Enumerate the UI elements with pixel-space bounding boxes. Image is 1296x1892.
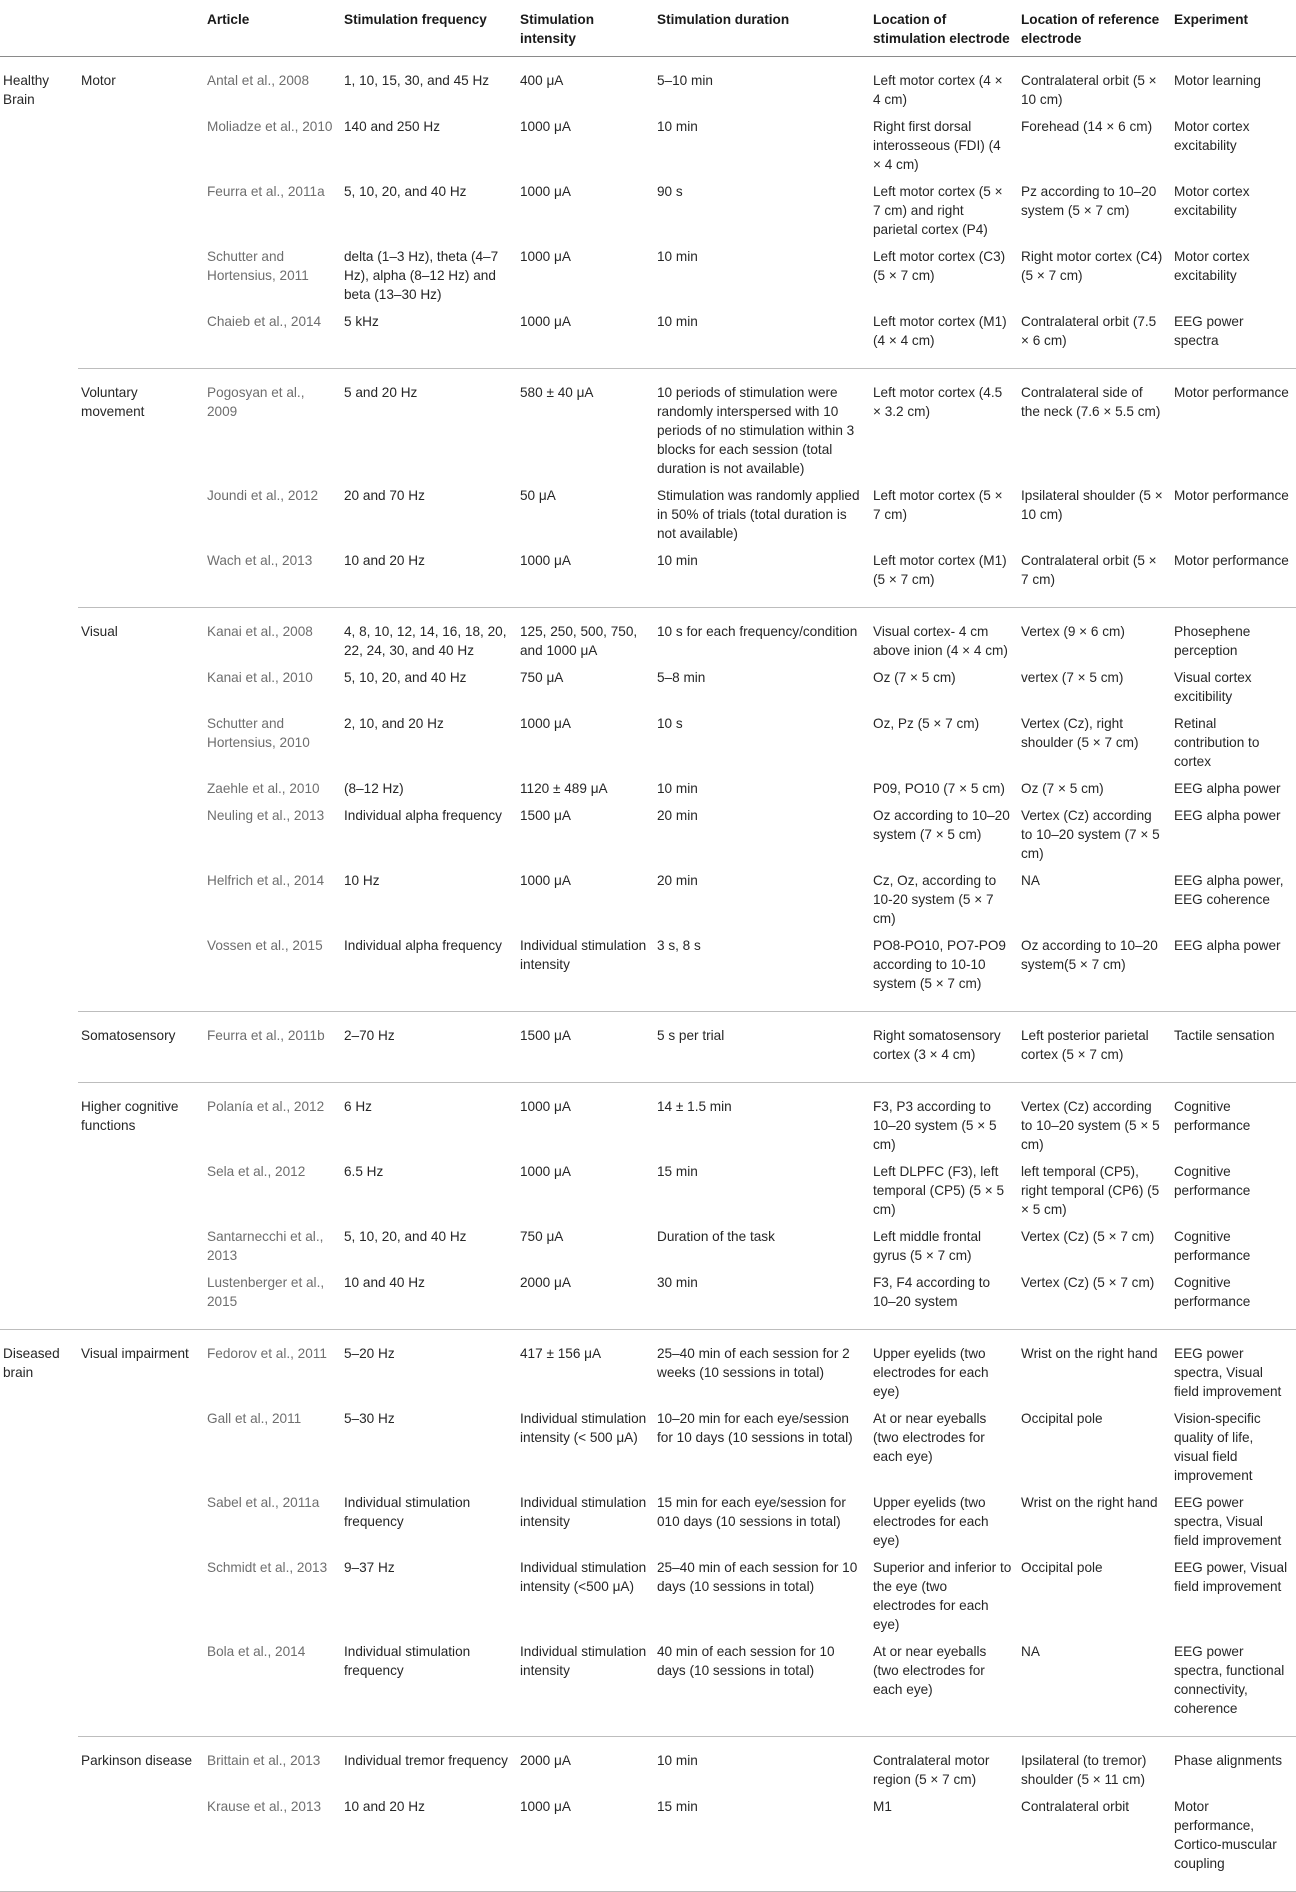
reference-electrode-cell: Left posterior parietal cortex (5 × 7 cm) — [1018, 1012, 1171, 1083]
article-cell: Zaehle et al., 2010 — [207, 781, 320, 796]
frequency-cell: 2–70 Hz — [341, 1012, 517, 1083]
stimulation-electrode-cell: Cz, Oz, according to 10-20 system (5 × 7 cm) — [873, 873, 997, 926]
article-cell: Kanai et al., 2008 — [207, 624, 313, 639]
experiment-cell: Visual cortex excitibility — [1174, 670, 1252, 704]
duration-cell: 10 min — [657, 1753, 698, 1768]
experiment-cell: Cognitive performance — [1174, 1229, 1251, 1263]
experiment-cell: EEG power, Visual field improvement — [1174, 1560, 1288, 1594]
stimulation-electrode-cell: Left motor cortex (5 × 7 cm) and right parietal cortex (P4) — [873, 184, 1003, 237]
frequency-cell: Individual alpha frequency — [344, 808, 502, 823]
intensity-cell: 50 μA — [520, 488, 556, 503]
frequency-cell: 10 and 20 Hz — [341, 1793, 517, 1892]
frequency-cell: Individual tremor frequency — [344, 1753, 508, 1768]
table-row — [0, 1737, 1296, 1794]
subgroup-label: Visual impairment — [78, 1330, 204, 1737]
experiment-cell: EEG alpha power, EEG coherence — [1174, 873, 1284, 907]
intensity-cell: 1000 μA — [520, 1099, 571, 1114]
experiment-cell: EEG power spectra, Visual field improvement — [1174, 1495, 1282, 1548]
intensity-cell: 1000 μA — [520, 119, 571, 134]
experiment-cell: Motor performance — [1174, 488, 1289, 503]
intensity-cell: 1000 μA — [517, 1793, 654, 1892]
duration-cell: 10 min — [657, 119, 698, 134]
intensity-cell: 1500 μA — [520, 808, 571, 823]
intensity-cell: 1000 μA — [517, 308, 654, 369]
intensity-cell: 1000 μA — [520, 716, 571, 731]
duration-cell: 14 ± 1.5 min — [657, 1099, 732, 1114]
stimulation-electrode-cell: Upper eyelids (two electrodes for each eye) — [873, 1495, 989, 1548]
intensity-header: Stimulation intensity — [517, 6, 654, 57]
duration-cell: 20 min — [657, 873, 698, 888]
intensity-cell: Individual stimulation intensity (< 500 μA) — [520, 1411, 647, 1445]
stimulation-electrode-cell: At or near eyeballs (two electrodes for each eye) — [873, 1411, 987, 1464]
tacs-studies-table — [0, 6, 1296, 1892]
subgroup-label: Parkinson disease — [78, 1737, 204, 1892]
article-cell: Feurra et al., 2011a — [207, 184, 325, 199]
experiment-cell: Phosephene perception — [1174, 624, 1251, 658]
table-row — [0, 1012, 1296, 1083]
article-cell: Schutter and Hortensius, 2011 — [207, 249, 309, 283]
subgroup-label: Voluntary movement — [78, 369, 204, 608]
reference-electrode-cell: Wrist on the right hand — [1021, 1495, 1158, 1510]
reference-electrode-cell: Vertex (Cz) (5 × 7 cm) — [1018, 1269, 1171, 1330]
duration-cell: 25–40 min of each session for 2 weeks (10 sessions in total) — [657, 1346, 850, 1380]
article-cell: Lustenberger et al., 2015 — [204, 1269, 341, 1330]
reference-electrode-cell: Ipsilateral (to tremor) shoulder (5 × 11 cm) — [1021, 1753, 1147, 1787]
stimulation-electrode-cell: Left motor cortex (M1) (4 × 4 cm) — [870, 308, 1018, 369]
intensity-cell: 417 ± 156 μA — [520, 1346, 602, 1361]
article-cell: Helfrich et al., 2014 — [207, 873, 325, 888]
stimulation-electrode-cell: Oz (7 × 5 cm) — [873, 670, 956, 685]
duration-cell: 30 min — [654, 1269, 870, 1330]
article-cell: Santarnecchi et al., 2013 — [207, 1229, 324, 1263]
intensity-cell: 580 ± 40 μA — [520, 385, 594, 400]
reference-electrode-cell: Right motor cortex (C4) (5 × 7 cm) — [1021, 249, 1163, 283]
experiment-cell: Motor cortex excitability — [1174, 184, 1250, 218]
experiment-cell: Motor performance — [1174, 385, 1289, 400]
experiment-cell: EEG power spectra — [1171, 308, 1296, 369]
frequency-cell: 20 and 70 Hz — [344, 488, 425, 503]
table-header-row — [0, 6, 1296, 57]
stimulation-electrode-cell: Right somatosensory cortex (3 × 4 cm) — [870, 1012, 1018, 1083]
reference-electrode-cell: Occipital pole — [1021, 1560, 1103, 1575]
duration-cell: 5–8 min — [657, 670, 706, 685]
stimulation-electrode-cell: Oz, Pz (5 × 7 cm) — [873, 716, 980, 731]
stimulation-electrode-cell: PO8-PO10, PO7-PO9 according to 10-10 system (5 × 7 cm) — [870, 932, 1018, 1012]
frequency-cell: 5–20 Hz — [344, 1346, 395, 1361]
table-row — [0, 1083, 1296, 1159]
duration-cell: Duration of the task — [657, 1229, 775, 1244]
stimulation-electrode-cell: Right first dorsal interosseous (FDI) (4 × 4 cm) — [873, 119, 1001, 172]
article-cell: Schutter and Hortensius, 2010 — [207, 716, 310, 750]
reference-electrode-cell: Contralateral orbit (5 × 10 cm) — [1021, 73, 1157, 107]
subgroup-label: Motor — [78, 57, 204, 369]
duration-cell: 10 s for each frequency/condition — [657, 624, 858, 639]
experiment-cell: EEG alpha power — [1174, 781, 1281, 796]
article-cell: Chaieb et al., 2014 — [204, 308, 341, 369]
duration-cell: 10–20 min for each eye/session for 10 days (10 sessions in total) — [657, 1411, 853, 1445]
frequency-cell: 5 kHz — [341, 308, 517, 369]
article-cell: Sela et al., 2012 — [207, 1164, 306, 1179]
frequency-cell: 5, 10, 20, and 40 Hz — [344, 1229, 467, 1244]
reference-electrode-header: Location of reference electrode — [1018, 6, 1171, 57]
group-label: Healthy Brain — [0, 57, 78, 1330]
table-row — [0, 369, 1296, 483]
duration-cell: 15 min for each eye/session for 010 days (10 sessions in total) — [657, 1495, 846, 1529]
duration-cell: 10 min — [657, 781, 698, 796]
frequency-header: Stimulation frequency — [341, 6, 517, 57]
frequency-cell: delta (1–3 Hz), theta (4–7 Hz), alpha (8–12 Hz) and beta (13–30 Hz) — [344, 249, 499, 302]
experiment-cell: Phase alignments — [1174, 1753, 1283, 1768]
experiment-cell: Motor performance — [1171, 547, 1296, 608]
intensity-cell: 1000 μA — [520, 873, 571, 888]
article-cell: Moliadze et al., 2010 — [207, 119, 333, 134]
duration-cell: 10 s — [657, 716, 683, 731]
intensity-cell: 125, 250, 500, 750, and 1000 μA — [520, 624, 638, 658]
subgroup-label: Somatosensory — [78, 1012, 204, 1083]
duration-cell: 3 s, 8 s — [654, 932, 870, 1012]
stimulation-electrode-cell: At or near eyeballs (two electrodes for each eye) — [870, 1638, 1018, 1737]
intensity-cell: 1000 μA — [520, 1164, 571, 1179]
experiment-cell: Retinal contribution to cortex — [1174, 716, 1260, 769]
article-cell: Joundi et al., 2012 — [207, 488, 319, 503]
article-cell: Pogosyan et al., 2009 — [207, 385, 305, 419]
article-cell: Brittain et al., 2013 — [207, 1753, 321, 1768]
frequency-cell: 5–30 Hz — [344, 1411, 395, 1426]
experiment-cell: EEG power spectra, Visual field improvement — [1174, 1346, 1282, 1399]
duration-cell: 90 s — [657, 184, 683, 199]
frequency-cell: 5, 10, 20, and 40 Hz — [344, 184, 467, 199]
duration-cell: Stimulation was randomly applied in 50% of trials (total duration is not available) — [657, 488, 860, 541]
article-cell: Sabel et al., 2011a — [207, 1495, 320, 1510]
duration-cell: 20 min — [657, 808, 698, 823]
experiment-cell: Vision-specific quality of life, visual field improvement — [1174, 1411, 1261, 1483]
table-row — [0, 608, 1296, 665]
duration-cell: 15 min — [657, 1164, 698, 1179]
intensity-cell: 2000 μA — [517, 1269, 654, 1330]
duration-cell: 10 min — [654, 547, 870, 608]
reference-electrode-cell: vertex (7 × 5 cm) — [1021, 670, 1124, 685]
stimulation-electrode-cell: Left middle frontal gyrus (5 × 7 cm) — [873, 1229, 982, 1263]
experiment-cell: Cognitive performance — [1174, 1164, 1251, 1198]
reference-electrode-cell: Vertex (Cz), right shoulder (5 × 7 cm) — [1021, 716, 1139, 750]
experiment-cell: Motor performance, Cortico-muscular coupling — [1171, 1793, 1296, 1892]
duration-header: Stimulation duration — [654, 6, 870, 57]
frequency-cell: 1, 10, 15, 30, and 45 Hz — [344, 73, 490, 88]
experiment-cell: EEG power spectra, functional connectivity, coherence — [1171, 1638, 1296, 1737]
stimulation-electrode-cell: F3, F4 according to 10–20 system — [870, 1269, 1018, 1330]
reference-electrode-cell: Wrist on the right hand — [1021, 1346, 1158, 1361]
duration-cell: 10 min — [654, 308, 870, 369]
reference-electrode-cell: Contralateral side of the neck (7.6 × 5.5 cm) — [1021, 385, 1161, 419]
stimulation-electrode-cell: M1 — [870, 1793, 1018, 1892]
experiment-cell: Motor cortex excitability — [1174, 249, 1250, 283]
intensity-cell: 750 μA — [520, 670, 564, 685]
intensity-cell: Individual stimulation intensity — [517, 932, 654, 1012]
reference-electrode-cell: Pz according to 10–20 system (5 × 7 cm) — [1021, 184, 1157, 218]
reference-electrode-cell: Ipsilateral shoulder (5 × 10 cm) — [1021, 488, 1163, 522]
experiment-cell: Cognitive performance — [1174, 1099, 1251, 1133]
intensity-cell: 750 μA — [520, 1229, 564, 1244]
experiment-cell: Tactile sensation — [1171, 1012, 1296, 1083]
stimulation-electrode-cell: Visual cortex- 4 cm above inion (4 × 4 cm) — [873, 624, 1008, 658]
subgroup-label: Visual — [78, 608, 204, 1012]
stimulation-electrode-cell: F3, P3 according to 10–20 system (5 × 5 cm) — [873, 1099, 997, 1152]
intensity-cell: Individual stimulation intensity — [517, 1638, 654, 1737]
frequency-cell: 5 and 20 Hz — [344, 385, 418, 400]
intensity-cell: 1000 μA — [520, 249, 571, 264]
duration-cell: 10 periods of stimulation were randomly interspersed with 10 periods of no stimulation within 3 blocks for each session (total duration is not available) — [657, 385, 855, 476]
article-cell: Neuling et al., 2013 — [207, 808, 325, 823]
article-cell: Schmidt et al., 2013 — [207, 1560, 328, 1575]
intensity-cell: 400 μA — [520, 73, 564, 88]
frequency-cell: 6 Hz — [344, 1099, 372, 1114]
reference-electrode-cell: Contralateral orbit (5 × 7 cm) — [1018, 547, 1171, 608]
article-header: Article — [204, 6, 341, 57]
article-cell: Krause et al., 2013 — [204, 1793, 341, 1892]
frequency-cell: Individual stimulation frequency — [344, 1495, 471, 1529]
reference-electrode-cell: Vertex (9 × 6 cm) — [1021, 624, 1125, 639]
intensity-cell: 1120 ± 489 μA — [520, 781, 608, 796]
duration-cell: 40 min of each session for 10 days (10 sessions in total) — [654, 1638, 870, 1737]
subgroup-label: Higher cognitive functions — [78, 1083, 204, 1330]
reference-electrode-cell: Occipital pole — [1021, 1411, 1103, 1426]
reference-electrode-cell: Forehead (14 × 6 cm) — [1021, 119, 1153, 134]
article-cell: Feurra et al., 2011b — [204, 1012, 341, 1083]
reference-electrode-cell: Contralateral orbit (7.5 × 6 cm) — [1018, 308, 1171, 369]
intensity-cell: Individual stimulation intensity (<500 μA) — [520, 1560, 647, 1594]
group-label: Diseased brain — [0, 1330, 78, 1892]
stimulation-electrode-cell: Left motor cortex (M1) (5 × 7 cm) — [870, 547, 1018, 608]
frequency-cell: 10 Hz — [344, 873, 380, 888]
duration-cell: 10 min — [657, 249, 698, 264]
article-cell: Bola et al., 2014 — [204, 1638, 341, 1737]
reference-electrode-cell: left temporal (CP5), right temporal (CP6) (5 × 5 cm) — [1021, 1164, 1160, 1217]
article-cell: Fedorov et al., 2011 — [207, 1346, 327, 1361]
table-row — [0, 57, 1296, 114]
experiment-cell: EEG alpha power — [1171, 932, 1296, 1012]
table-body — [0, 57, 1296, 1892]
experiment-header: Experiment — [1171, 6, 1296, 57]
stimulation-electrode-cell: Contralateral motor region (5 × 7 cm) — [873, 1753, 990, 1787]
frequency-cell: Individual alpha frequency — [341, 932, 517, 1012]
frequency-cell: 2, 10, and 20 Hz — [344, 716, 444, 731]
stimulation-electrode-cell: Left motor cortex (C3) (5 × 7 cm) — [873, 249, 1006, 283]
article-cell: Wach et al., 2013 — [204, 547, 341, 608]
stimulation-electrode-header: Location of stimulation electrode — [870, 6, 1018, 57]
duration-cell: 5 s per trial — [654, 1012, 870, 1083]
frequency-cell: 5, 10, 20, and 40 Hz — [344, 670, 467, 685]
intensity-cell: 1000 μA — [517, 547, 654, 608]
article-cell: Kanai et al., 2010 — [207, 670, 313, 685]
article-cell: Gall et al., 2011 — [207, 1411, 302, 1426]
reference-electrode-cell: Oz (7 × 5 cm) — [1021, 781, 1104, 796]
duration-cell: 5–10 min — [657, 73, 713, 88]
reference-electrode-cell: Oz according to 10–20 system(5 × 7 cm) — [1018, 932, 1171, 1012]
experiment-cell: EEG alpha power — [1174, 808, 1281, 823]
frequency-cell: Individual stimulation frequency — [341, 1638, 517, 1737]
frequency-cell: (8–12 Hz) — [344, 781, 404, 796]
intensity-cell: 1500 μA — [517, 1012, 654, 1083]
reference-electrode-cell: NA — [1018, 1638, 1171, 1737]
frequency-cell: 4, 8, 10, 12, 14, 16, 18, 20, 22, 24, 30, and 40 Hz — [344, 624, 507, 658]
intensity-cell: 1000 μA — [520, 184, 571, 199]
stimulation-electrode-cell: Left motor cortex (4.5 × 3.2 cm) — [873, 385, 1003, 419]
stimulation-electrode-cell: Left DLPFC (F3), left temporal (CP5) (5 × 5 cm) — [873, 1164, 1005, 1217]
article-cell: Antal et al., 2008 — [207, 73, 310, 88]
stimulation-electrode-cell: Superior and inferior to the eye (two electrodes for each eye) — [873, 1560, 1012, 1632]
reference-electrode-cell: Vertex (Cz) (5 × 7 cm) — [1021, 1229, 1155, 1244]
article-cell: Polanía et al., 2012 — [207, 1099, 325, 1114]
frequency-cell: 10 and 20 Hz — [341, 547, 517, 608]
article-cell: Vossen et al., 2015 — [204, 932, 341, 1012]
reference-electrode-cell: Vertex (Cz) according to 10–20 system (5 × 5 cm) — [1021, 1099, 1160, 1152]
frequency-cell: 6.5 Hz — [344, 1164, 384, 1179]
frequency-cell: 10 and 40 Hz — [341, 1269, 517, 1330]
group-header — [0, 6, 78, 57]
duration-cell: 15 min — [654, 1793, 870, 1892]
stimulation-electrode-cell: Left motor cortex (5 × 7 cm) — [873, 488, 1003, 522]
stimulation-electrode-cell: Oz according to 10–20 system (7 × 5 cm) — [873, 808, 1010, 842]
stimulation-electrode-cell: P09, PO10 (7 × 5 cm) — [873, 781, 1005, 796]
subgroup-header — [78, 6, 204, 57]
frequency-cell: 140 and 250 Hz — [344, 119, 440, 134]
stimulation-electrode-cell: Left motor cortex (4 × 4 cm) — [873, 73, 1003, 107]
stimulation-electrode-cell: Upper eyelids (two electrodes for each eye) — [873, 1346, 989, 1399]
intensity-cell: 2000 μA — [520, 1753, 571, 1768]
reference-electrode-cell: Vertex (Cz) according to 10–20 system (7 × 5 cm) — [1021, 808, 1160, 861]
frequency-cell: 9–37 Hz — [344, 1560, 395, 1575]
intensity-cell: Individual stimulation intensity — [520, 1495, 647, 1529]
reference-electrode-cell: Contralateral orbit — [1018, 1793, 1171, 1892]
experiment-cell: Cognitive performance — [1171, 1269, 1296, 1330]
experiment-cell: Motor learning — [1174, 73, 1261, 88]
experiment-cell: Motor cortex excitability — [1174, 119, 1250, 153]
reference-electrode-cell: NA — [1021, 873, 1040, 888]
duration-cell: 25–40 min of each session for 10 days (10 sessions in total) — [657, 1560, 858, 1594]
table-row — [0, 1330, 1296, 1406]
